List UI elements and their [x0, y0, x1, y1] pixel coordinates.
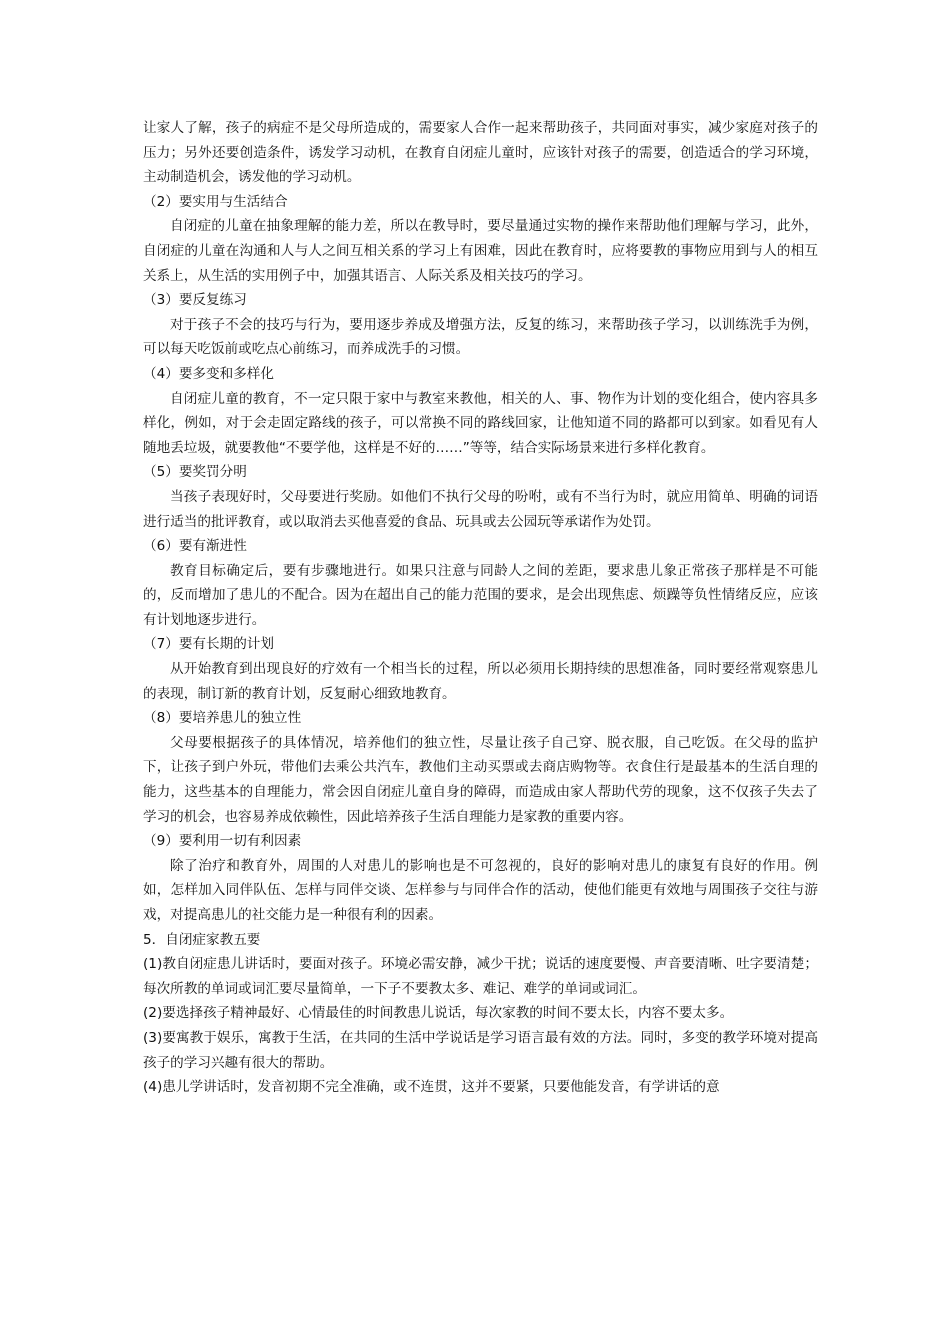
paragraph-variety: 自闭症儿童的教育，不一定只限于家中与教室来教他，相关的人、事、物作为计划的变化组合，使内容具多样化，例如，对于会走固定路线的孩子，可以常换不同的路线回家，让他知道不同的路都可以到家。如看见有人随地丢垃圾，就要教他“不要学他，这样是不好的……”等等，结合实际场景来进行多样化教育。: [143, 390, 818, 456]
paragraph-long-term-plan: 从开始教育到出现良好的疗效有一个相当长的过程，所以必须用长期持续的思想准备，同时要经常观察患儿的表现，制订新的教育计划，反复耐心细致地教育。: [143, 661, 818, 702]
paragraph-reward-punishment: 当孩子表现好时，父母要进行奖励。如他们不执行父母的吩咐，或有不当行为时，就应用简单、明确的词语进行适当的批评教育，或以取消去买他喜爱的食品、玩具或去公园玩等承诺作为处罚。: [143, 488, 818, 530]
heading-repeated-practice: （3）要反复练习: [143, 292, 247, 309]
paragraph-gradual: 教育目标确定后，要有步骤地进行。如果只注意与同龄人之间的差距，要求患儿象正常孩子那样是不可能的，反而增加了患儿的不配合。因为在超出自己的能力范围的要求，是会出现焦虑、烦躁等负性情绪反应，应该有计划地逐步进行。: [143, 562, 818, 628]
paragraph-repeated-practice: 对于孩子不会的技巧与行为，要用逐步养成及增强方法，反复的练习，来帮助孩子学习，以训练洗手为例，可以每天吃饭前或吃点心前练习，而养成洗手的习惯。: [143, 316, 818, 358]
heading-favorable-factors: （9）要利用一切有利因素: [143, 833, 302, 850]
heading-practical-life: （2）要实用与生活结合: [143, 193, 288, 210]
heading-long-term-plan: （7）要有长期的计划: [143, 636, 274, 653]
paragraph-practical-life: 自闭症的儿童在抽象理解的能力差，所以在教导时，要尽量通过实物的操作来帮助他们理解与学习，此外，自闭症的儿童在沟通和人与人之间互相关系的学习上有困难，因此在教育时，应将要教的事物应用到与人的相互关系上，从生活的实用例子中，加强其语言、人际关系及相关技巧的学习。: [143, 218, 818, 284]
paragraph-intro: 让家人了解，孩子的病症不是父母所造成的，需要家人合作一起来帮助孩子，共同面对事实，减少家庭对孩子的压力；另外还要创造条件，诱发学习动机，在教育自闭症儿童时，应该针对孩子的需要，创造适合的学习环境，主动制造机会，诱发他的学习动机。: [143, 120, 818, 186]
list-item-1: (1)教自闭症患儿讲话时，要面对孩子。环境必需安静，减少干扰；说话的速度要慢、声音要清晰、吐字要清楚；每次所教的单词或词汇要尽量简单，一下子不要教太多、难记、难学的单词或词汇。: [143, 956, 818, 997]
heading-reward-punishment: （5）要奖罚分明: [143, 464, 247, 481]
heading-variety: （4）要多变和多样化: [143, 365, 274, 382]
paragraph-independence: 父母要根据孩子的具体情况，培养他们的独立性，尽量让孩子自己穿、脱衣服，自己吃饭。在父母的监护下，让孩子到户外玩，带他们去乘公共汽车，教他们主动买票或去商店购物等。衣食住行是最基本的生活自理的能力，这些基本的自理能力，常会因自闭症儿童自身的障碍，而造成由家人帮助代劳的现象，这不仅孩子失去了学习的机会，也容易养成依赖性，因此培养孩子生活自理能力是家教的重要内容。: [143, 734, 818, 825]
list-item-4: (4)患儿学讲话时，发音初期不完全准确，或不连贯，这并不要紧，只要他能发音，有学讲话的意: [143, 1079, 720, 1096]
list-item-2: (2)要选择孩子精神最好、心情最佳的时间教患儿说话，每次家教的时间不要太长，内容不要太多。: [143, 1005, 734, 1022]
section-heading-five-musts: 5．自闭症家教五要: [143, 931, 261, 948]
heading-independence: （8）要培养患儿的独立性: [143, 710, 302, 727]
paragraph-favorable-factors: 除了治疗和教育外，周围的人对患儿的影响也是不可忽视的，良好的影响对患儿的康复有良好的作用。例如，怎样加入同伴队伍、怎样与同伴交谈、怎样参与与同伴合作的活动，使他们能更有效地与周围孩子交往与游戏，对提高患儿的社交能力是一种很有利的因素。: [143, 857, 818, 923]
list-item-3: (3)要寓教于娱乐，寓教于生活，在共同的生活中学说话是学习语言最有效的方法。同时，多变的教学环境对提高孩子的学习兴趣有很大的帮助。: [143, 1029, 818, 1071]
document-page: [143, 116, 818, 1100]
heading-gradual: （6）要有渐进性: [143, 538, 247, 555]
